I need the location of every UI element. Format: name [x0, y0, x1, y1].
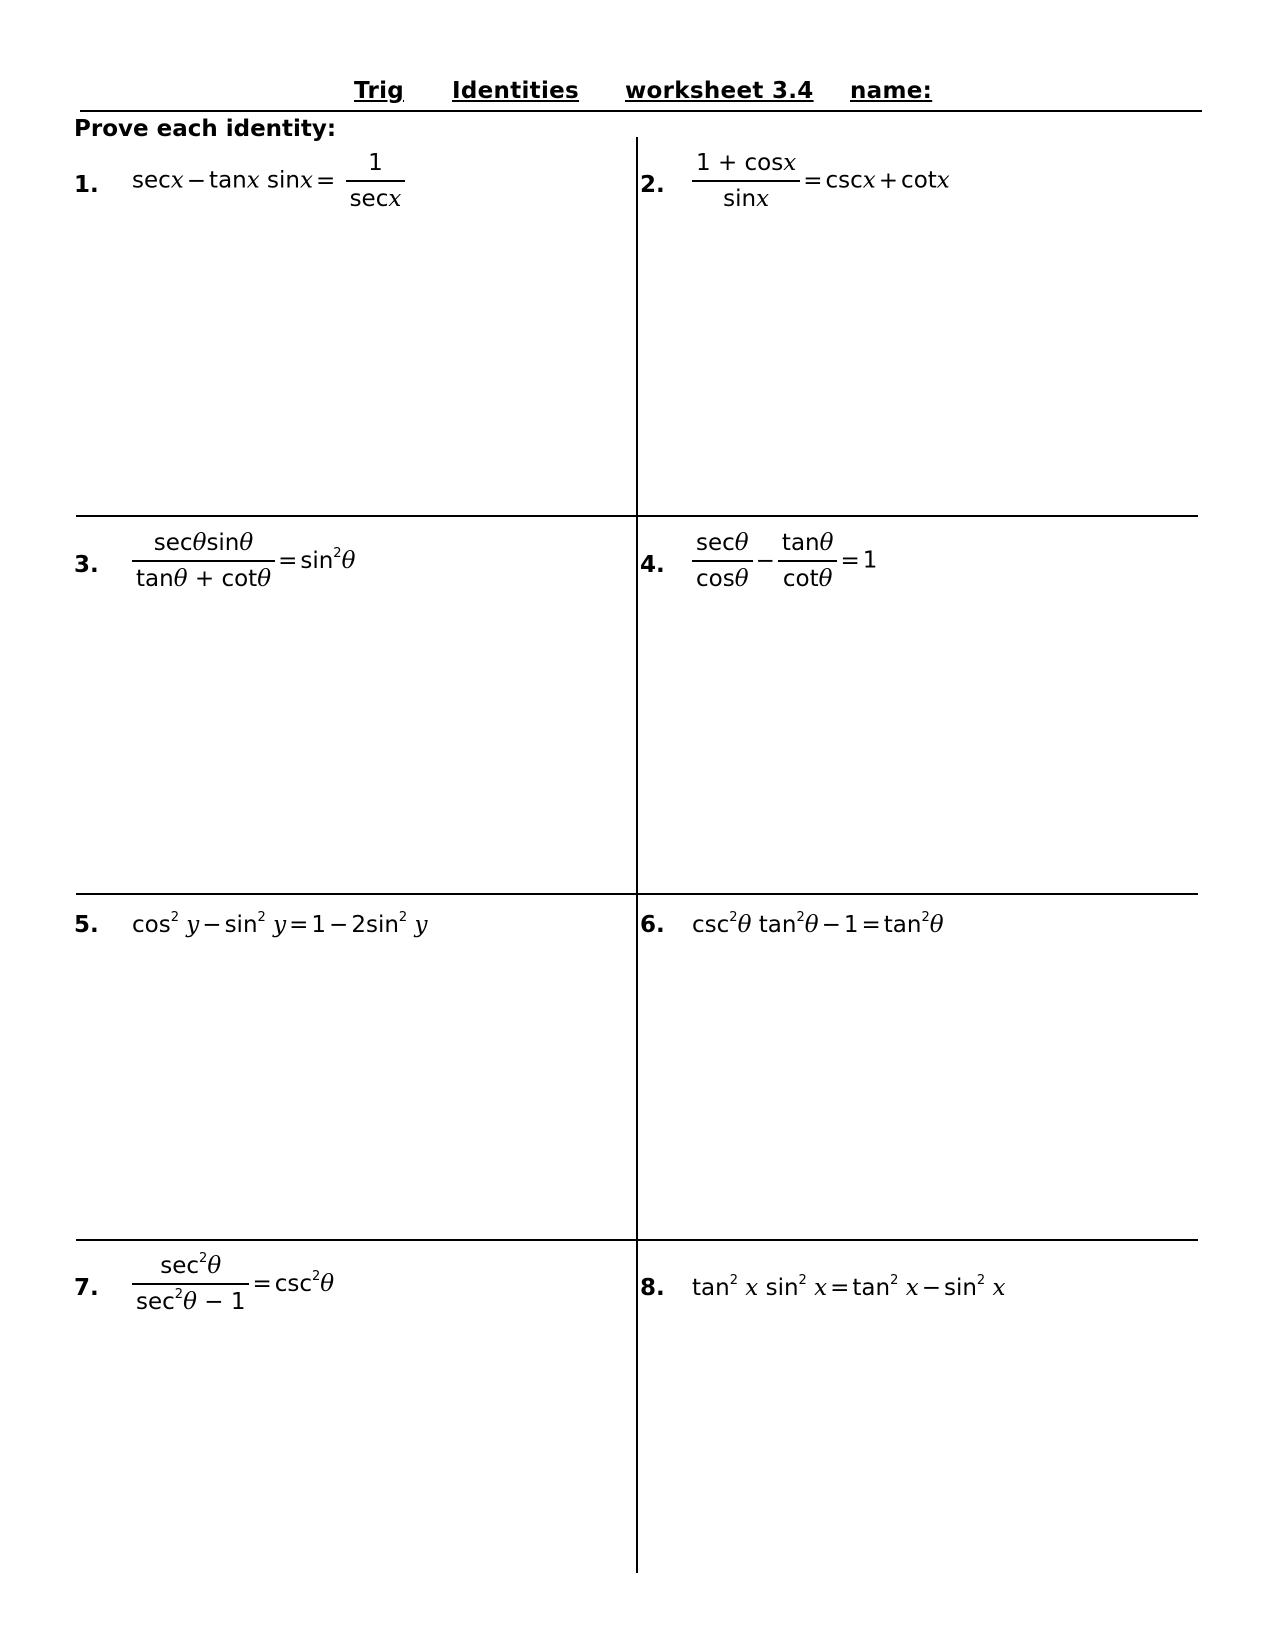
title-word-identities: Identities	[452, 78, 580, 104]
problem-5-number: 5.	[74, 912, 99, 938]
problem-1-number: 1.	[74, 172, 99, 198]
problem-6-identity: $\csc^2\theta$ $\tan^2\theta - 1 = \tan^2\theta$	[692, 910, 944, 938]
problem-2-identity: $\frac{1 + \cos x}{\sin x}$ = cscx + cotx	[692, 150, 950, 212]
problem-3-number: 3.	[74, 552, 99, 578]
worksheet-header	[80, 78, 1202, 112]
row-divider-2	[76, 893, 1198, 895]
column-divider	[636, 137, 638, 1573]
title-word-trig: Trig	[354, 78, 405, 104]
problem-1-identity: secx − tanx sinx = $\frac{1}{\sec x}$	[132, 150, 405, 212]
row-divider-1	[76, 515, 1198, 517]
problem-2-number: 2.	[640, 172, 665, 198]
problem-8-identity: $\tan^2 x$ $\sin^2 x = \tan^2 x - \sin^2 x$	[692, 1273, 1006, 1301]
problem-6-number: 6.	[640, 912, 665, 938]
name-label: name:	[850, 78, 933, 104]
problem-7-identity: $\frac{\sec^2\theta}{\sec^2\theta - 1}$ = $\csc^2\theta$	[132, 1253, 334, 1315]
problem-7-number: 7.	[74, 1275, 99, 1301]
problem-8-number: 8.	[640, 1275, 665, 1301]
problem-4-identity: $\frac{\sec\theta}{\cos\theta}$ − $\frac{\tan\theta}{\cot\theta}$ = 1	[692, 530, 877, 592]
instructions: Prove each identity:	[74, 116, 337, 142]
title-word-worksheet: worksheet 3.4	[625, 78, 814, 104]
problem-4-number: 4.	[640, 552, 665, 578]
row-divider-3	[76, 1239, 1198, 1241]
problem-5-identity: $\cos^2 y - \sin^2 y = 1 - 2\sin^2$ y	[132, 910, 428, 938]
problem-3-identity: $\frac{\sec\theta\sin\theta}{\tan\theta + \cot\theta}$ = $\sin^2\theta$	[132, 530, 355, 592]
